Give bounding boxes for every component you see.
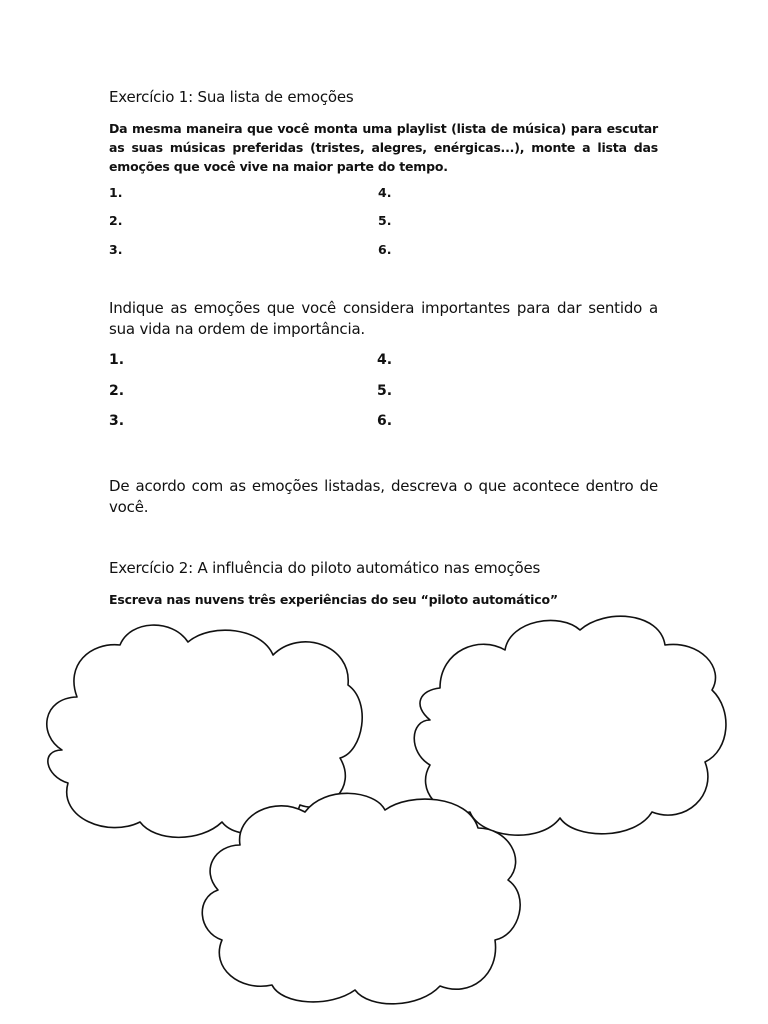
cloud-bottom[interactable] [202, 793, 520, 1003]
list-a-item-3: 3. [109, 242, 123, 257]
exercise1-instructions: Da mesma maneira que você monta uma playlist (lista de música) para escutar as suas músicas preferidas (tristes, alegres, enérgicas...), monte a lista das emoções que você vive na maior parte do tempo. [109, 121, 658, 174]
list-b-item-4: 4. [377, 352, 393, 368]
cloud-right[interactable] [414, 616, 726, 835]
list-a-item-1: 1. [109, 185, 123, 200]
list-a-item-5: 5. [378, 213, 392, 228]
list-b-item-2: 2. [109, 383, 125, 399]
exercise2-instructions: Escreva nas nuvens três experiências do seu “piloto automático” [109, 592, 558, 607]
describe-question: De acordo com as emoções listadas, descreva o que acontece dentro de você. [109, 477, 658, 516]
importance-question: Indique as emoções que você considera importantes para dar sentido a sua vida na ordem de importância. [109, 299, 658, 338]
list-a-item-6: 6. [378, 242, 392, 257]
list-b-item-5: 5. [377, 383, 393, 399]
exercise1-title: Exercício 1: Sua lista de emoções [109, 88, 354, 106]
exercise2-title: Exercício 2: A influência do piloto automático nas emoções [109, 559, 541, 577]
list-b-item-1: 1. [109, 352, 125, 368]
list-a-item-2: 2. [109, 213, 123, 228]
list-b-item-6: 6. [377, 413, 393, 429]
list-a-item-4: 4. [378, 185, 392, 200]
list-b-item-3: 3. [109, 413, 125, 429]
